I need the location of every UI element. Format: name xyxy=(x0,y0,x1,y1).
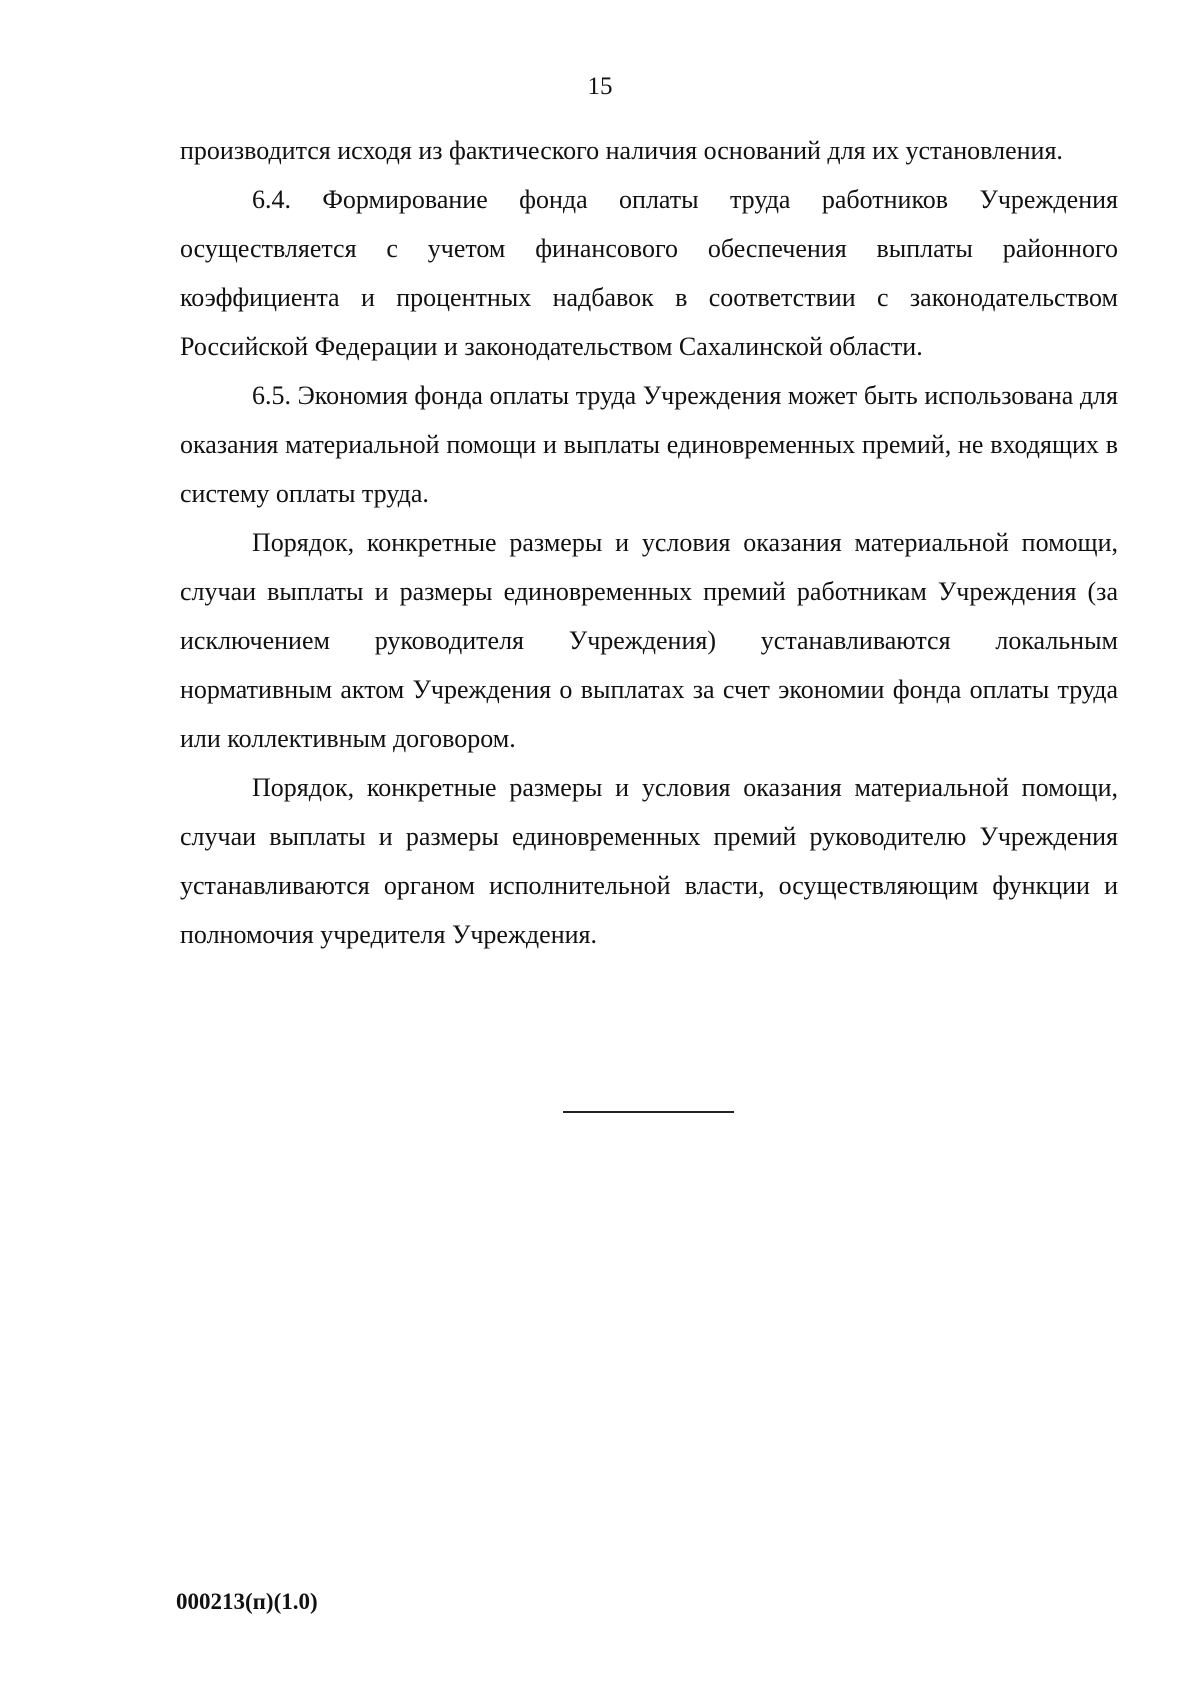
paragraph-employee-bonus-procedure: Порядок, конкретные размеры и условия оказания материальной помощи, случаи выплаты и размеры единовременных премий работникам Учреждения (за исключением руководителя Учреждения) устанавливаются локальным нормативным актом Учреждения о выплатах за счет экономии фонда оплаты труда или коллективным договором. xyxy=(180,528,1118,753)
closing-divider xyxy=(563,1111,734,1113)
paragraph-continuation: производится исходя из фактического наличия оснований для их установления. xyxy=(180,136,1063,165)
paragraph-director-bonus-procedure: Порядок, конкретные размеры и условия оказания материальной помощи, случаи выплаты и размеры единовременных премий руководителю Учреждения устанавливаются органом исполнительной власти, осуществляющим функции и полномочия учредителя Учреждения. xyxy=(180,773,1118,949)
paragraph-6-5: 6.5. Экономия фонда оплаты труда Учреждения может быть использована для оказания материальной помощи и выплаты единовременных премий, не входящих в систему оплаты труда. xyxy=(180,381,1118,508)
document-body xyxy=(180,126,1118,959)
page-number: 15 xyxy=(587,73,613,100)
paragraph-6-4: 6.4. Формирование фонда оплаты труда работников Учреждения осуществляется с учетом финансового обеспечения выплаты районного коэффициента и процентных надбавок в соответствии с законодательством Российской Федерации и законодательством Сахалинской области. xyxy=(180,185,1118,361)
document-code: 000213(п)(1.0) xyxy=(176,1589,318,1614)
